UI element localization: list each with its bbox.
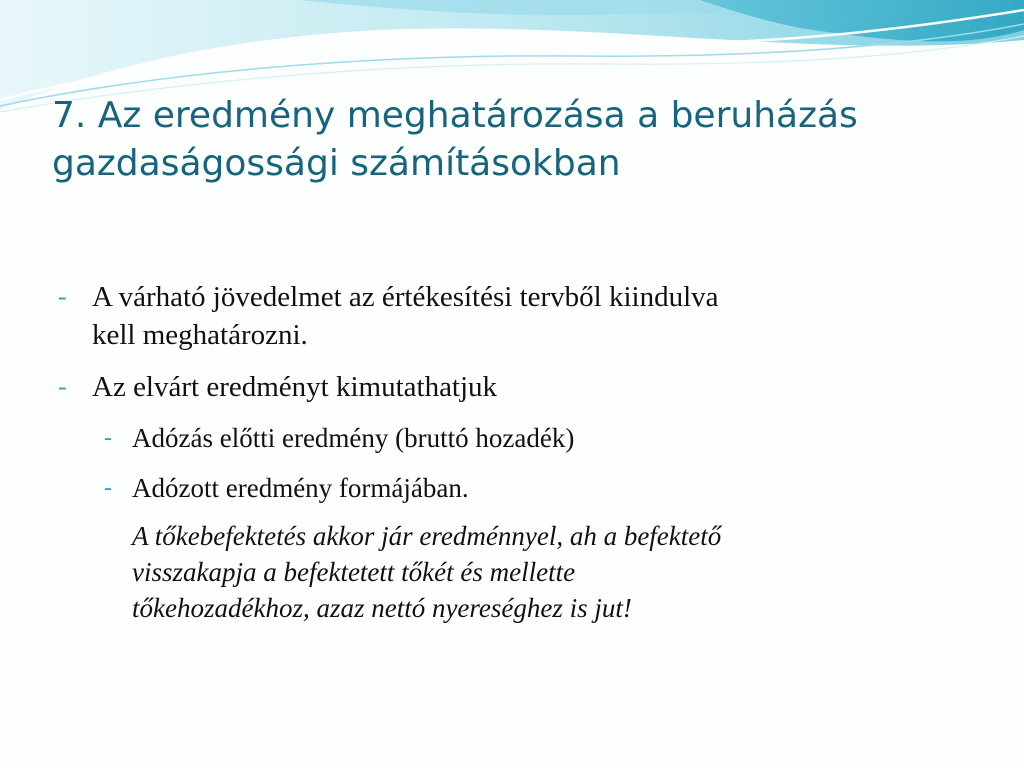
slide-title (52, 92, 992, 188)
note-line-1: A tőkebefektetés akkor jár eredménnyel, ah a befektető (132, 521, 722, 551)
sub-bullet-marker: - (104, 475, 112, 501)
sub-bullet-text-line: Adózott eredmény formájában. (132, 473, 469, 503)
bullet-text-line: kell meghatározni. (92, 319, 308, 351)
sub-bullet-item-pretax (58, 420, 978, 456)
title-line-1: 7. Az eredmény meghatározása a beruházás (52, 95, 858, 136)
bullet-marker: - (58, 372, 67, 401)
sub-bullet-text-line: Adózás előtti eredmény (bruttó hozadék) (132, 423, 575, 453)
sub-bullet-marker: - (104, 425, 112, 451)
bullet-text-line: A várható jövedelmet az értékesítési tervből kiindulva (92, 281, 719, 313)
italic-note (58, 518, 978, 626)
note-line-2: visszakapja a befektetett tőkét és mellette (132, 557, 576, 587)
slide-body (58, 278, 978, 626)
bullet-marker: - (58, 282, 67, 311)
title-line-2: gazdaságossági számításokban (52, 143, 621, 184)
sub-bullet-item-aftertax (58, 470, 978, 506)
bullet-item-expected-income (58, 278, 978, 354)
bullet-item-expected-result (58, 368, 978, 406)
note-line-3: tőkehozadékhoz, azaz nettó nyereséghez is jut! (132, 593, 632, 623)
bullet-text-line: Az elvárt eredményt kimutathatjuk (92, 371, 498, 403)
